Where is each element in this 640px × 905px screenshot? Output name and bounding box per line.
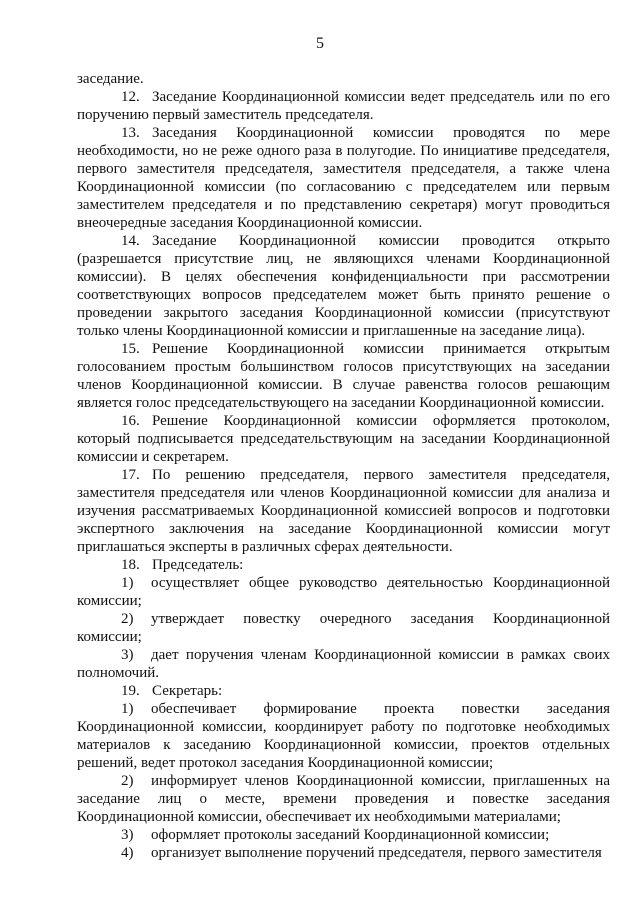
paragraph-12 (77, 88, 610, 124)
list-item (77, 844, 610, 862)
paragraph-14 (77, 232, 610, 340)
list-item-text: оформляет протоколы заседаний Координационной комиссии; (151, 827, 550, 843)
paragraph-number: 14. (121, 233, 140, 249)
paragraph-number: 12. (121, 89, 140, 105)
paragraph-number: 16. (121, 413, 140, 429)
list-item (77, 826, 610, 844)
list-item (77, 610, 610, 646)
list-item-number: 3) (121, 827, 134, 843)
paragraph-number: 18. (121, 557, 140, 573)
list-item (77, 772, 610, 826)
paragraph-16 (77, 412, 610, 466)
document-body (77, 70, 610, 862)
page-number: 5 (316, 35, 324, 52)
paragraph-text: По решению председателя, первого заместителя председателя, заместителя председателя или членов Координационной комиссии для анализа и изучения рассматриваемых Координационной комиссией вопросов и подготовки экспертного заключения на заседание Координационной комиссии могут приглашаться эксперты в различных сферах деятельности. (77, 467, 610, 555)
paragraph-text: Заседания Координационной комиссии проводятся по мере необходимости, но не реже одного раза в полугодие. По инициативе председателя, первого заместителя председателя, заместителя председателя, а также члена Координационной комиссии (по согласованию с председателем или первым заместителем председателя и по представлению секретаря) могут проводиться внеочередные заседания Координационной комиссии. (77, 125, 610, 231)
paragraph-13 (77, 124, 610, 232)
paragraph-18 (77, 556, 610, 574)
list-item-number: 1) (121, 701, 134, 717)
list-item-text: обеспечивает формирование проекта повестки заседания Координационной комиссии, координирует работу по подготовке необходимых материалов к заседанию Координационной комиссии, проектов отдельных решений, ведет протокол заседания Координационной комиссии; (77, 701, 610, 771)
list-item-number: 3) (121, 647, 134, 663)
list-item-text: утверждает повестку очередного заседания Координационной комиссии; (77, 611, 610, 645)
list-item-text: организует выполнение поручений председателя, первого заместителя (151, 845, 602, 861)
paragraph-15 (77, 340, 610, 412)
list-item (77, 646, 610, 682)
list-item-number: 2) (121, 773, 134, 789)
paragraph-text: заседание. (77, 71, 144, 87)
list-item-text: осуществляет общее руководство деятельностью Координационной комиссии; (77, 575, 610, 609)
list-item-number: 1) (121, 575, 134, 591)
paragraph-text: Председатель: (152, 557, 244, 573)
list-item (77, 700, 610, 772)
list-item-number: 4) (121, 845, 134, 861)
list-item-text: дает поручения членам Координационной комиссии в рамках своих полномочий. (77, 647, 610, 681)
paragraph-number: 17. (121, 467, 140, 483)
list-item (77, 574, 610, 610)
paragraph-continuation (77, 70, 610, 88)
paragraph-text: Секретарь: (152, 683, 223, 699)
paragraph-text: Решение Координационной комиссии принимается открытым голосованием простым большинством голосов присутствующих на заседании членов Координационной комиссии. В случае равенства голосов решающим является голос председательствующего на заседании Координационной комиссии. (77, 341, 610, 411)
paragraph-text: Заседание Координационной комиссии ведет председатель или по его поручению первый заместитель председателя. (77, 89, 610, 123)
paragraph-number: 15. (121, 341, 140, 357)
paragraph-text: Решение Координационной комиссии оформляется протоколом, который подписывается председательствующим на заседании Координационной комиссии и секретарем. (77, 413, 610, 465)
paragraph-number: 13. (121, 125, 140, 141)
list-item-text: информирует членов Координационной комиссии, приглашенных на заседание лиц о месте, времени проведения и повестке заседания Координационной комиссии, обеспечивает их необходимыми материалами; (77, 773, 610, 825)
paragraph-19 (77, 682, 610, 700)
list-item-number: 2) (121, 611, 134, 627)
paragraph-number: 19. (121, 683, 140, 699)
paragraph-17 (77, 466, 610, 556)
paragraph-text: Заседание Координационной комиссии проводится открыто (разрешается присутствие лиц, не являющихся членами Координационной комиссии). В целях обеспечения конфиденциальности при рассмотрении соответствующих вопросов председателем может быть принято решение о проведении закрытого заседания Координационной комиссии (присутствуют только члены Координационной комиссии и приглашенные на заседание лица). (77, 233, 610, 339)
